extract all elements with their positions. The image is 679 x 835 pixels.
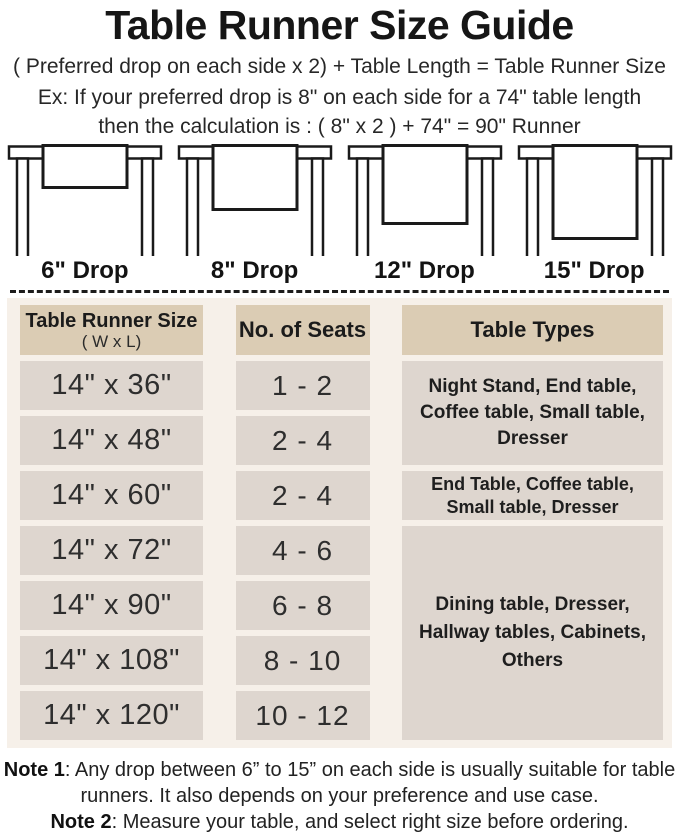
table-runner-12in-drawing [340,144,510,256]
example-line-1: Ex: If your preferred drop is 8" on each side for a 74" table length [37,86,642,109]
size-table [7,298,672,748]
seats-value-row-6: 8 - 10 [236,636,370,685]
drop-illustrations [0,144,679,256]
note-2-text: : Measure your table, and select right size before ordering. [111,811,629,833]
formula-text: ( Preferred drop on each side x 2) + Table Length = Table Runner Size [13,55,666,78]
note-2-label: Note 2 [50,811,112,833]
drop-label-6in: 6" Drop [41,257,129,284]
table-types-group-large: Dining table, Dresser, Hallway tables, Cabinets, Others [402,526,663,740]
table-runner-6in-drawing [0,144,170,256]
seats-value-row-7: 10 - 12 [236,691,370,740]
seats-value-row-2: 2 - 4 [236,416,370,465]
runner-size-header-line2: ( W x L) [81,331,142,351]
runner-size-header-line1: Table Runner Size [25,309,198,332]
size-value-row-4: 14" x 72" [20,526,203,575]
page-title: Table Runner Size Guide [105,2,574,48]
drop-label-8in: 8" Drop [210,257,299,284]
size-value-row-3: 14" x 60" [20,471,203,520]
size-value-row-1: 14" x 36" [20,361,203,410]
size-value-row-2: 14" x 48" [20,416,203,465]
seats-value-row-1: 1 - 2 [236,361,370,410]
note-2 [2,809,677,835]
note-1-label: Note 1 [3,759,65,781]
table-runner-8in-drawing [170,144,340,256]
seats-value-row-3: 2 - 4 [236,471,370,520]
table-types-group-small: Night Stand, End table, Coffee table, Small table, Dresser [402,361,663,465]
column-header-runner-size [20,305,203,355]
drop-labels-row [0,257,679,285]
note-1-text: : Any drop between 6” to 15” on each side is usually suitable for table runners. It also depends on your preference and use case. [64,759,676,807]
table-diagram-8in-drop [170,144,340,256]
column-header-seats: No. of Seats [236,305,370,355]
example-line-2: then the calculation is : ( 8" x 2 ) + 74" = 90" Runner [98,115,581,138]
table-types-group-medium: End Table, Coffee table, Small table, Dresser [402,471,663,520]
table-diagram-12in-drop [340,144,510,256]
seats-value-row-5: 6 - 8 [236,581,370,630]
size-value-row-5: 14" x 90" [20,581,203,630]
table-diagram-15in-drop [510,144,679,256]
note-1 [2,757,677,809]
size-value-row-7: 14" x 120" [20,691,203,740]
notes-section [0,757,679,835]
table-runner-size-guide-page [0,2,679,833]
drop-label-12in: 12" Drop [374,257,475,284]
seats-value-row-4: 4 - 6 [236,526,370,575]
dashed-divider [10,290,669,293]
table-diagram-6in-drop [0,144,170,256]
size-value-row-6: 14" x 108" [20,636,203,685]
table-runner-15in-drawing [510,144,679,256]
drop-label-15in: 15" Drop [543,257,645,284]
column-header-table-types: Table Types [402,305,663,355]
